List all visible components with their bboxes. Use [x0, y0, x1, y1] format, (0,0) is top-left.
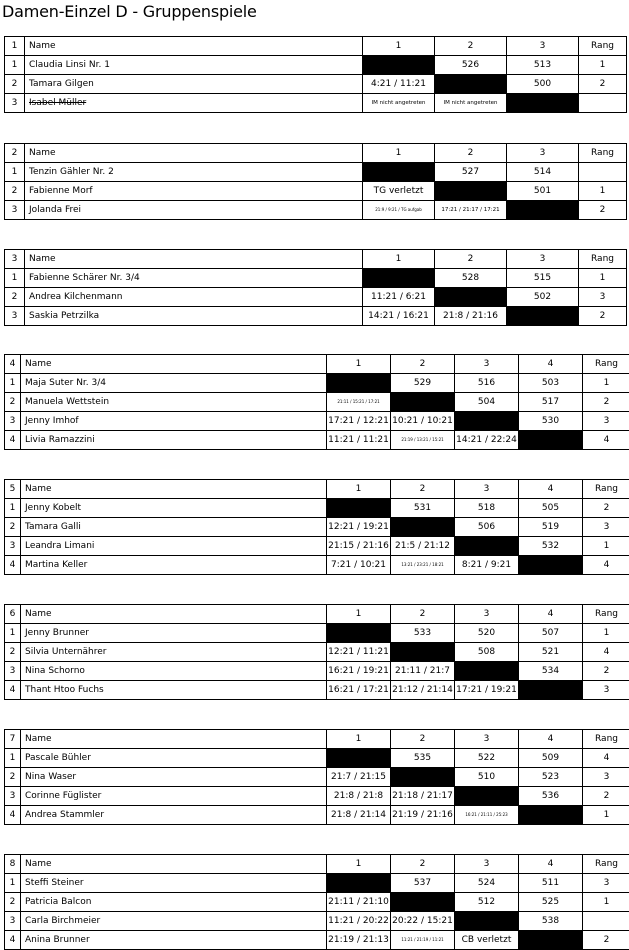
- player-position: 1: [5, 163, 25, 182]
- match-result: 21:9 / 9:21 / TG aufgab: [363, 201, 435, 220]
- column-header: 3: [507, 37, 579, 56]
- header-row: [5, 355, 629, 374]
- match-result: 532: [519, 537, 583, 556]
- player-rank: 3: [579, 288, 627, 307]
- match-result: 501: [507, 182, 579, 201]
- match-result: 513: [507, 56, 579, 75]
- player-rank: 3: [583, 768, 629, 787]
- table-row: [5, 912, 629, 931]
- group-table-6: [4, 604, 629, 700]
- rank-header: Rang: [583, 355, 629, 374]
- group-number: 2: [5, 144, 25, 163]
- player-position: 3: [5, 412, 21, 431]
- player-rank: 1: [579, 269, 627, 288]
- column-header: 1: [327, 355, 391, 374]
- blocked-cell: [363, 163, 435, 182]
- player-position: 3: [5, 912, 21, 931]
- table-row: [5, 393, 629, 412]
- player-rank: 2: [579, 201, 627, 220]
- player-name: Patricia Balcon: [21, 893, 327, 912]
- header-row: [5, 37, 627, 56]
- header-row: [5, 480, 629, 499]
- player-name: Manuela Wettstein: [21, 393, 327, 412]
- match-result: 21:8 / 21:14: [327, 806, 391, 825]
- match-result: 524: [455, 874, 519, 893]
- blocked-cell: [455, 537, 519, 556]
- blocked-cell: [391, 518, 455, 537]
- match-result: 528: [435, 269, 507, 288]
- player-rank: 3: [583, 412, 629, 431]
- player-name: Silvia Unternährer: [21, 643, 327, 662]
- match-result: CB verletzt: [455, 931, 519, 950]
- match-result: 21:8 / 21:8: [327, 787, 391, 806]
- player-name: Thant Htoo Fuchs: [21, 681, 327, 700]
- group-table-1: [4, 36, 627, 113]
- group-number: 3: [5, 250, 25, 269]
- column-header: 3: [507, 144, 579, 163]
- blocked-cell: [363, 269, 435, 288]
- match-result: 537: [391, 874, 455, 893]
- match-result: IM nicht angetreten: [363, 94, 435, 113]
- match-result: 16:21 / 21:11 / 25:23: [455, 806, 519, 825]
- match-result: 21:11 / 21:7: [391, 662, 455, 681]
- blocked-cell: [435, 182, 507, 201]
- player-position: 1: [5, 499, 21, 518]
- column-header: 1: [363, 250, 435, 269]
- blocked-cell: [327, 374, 391, 393]
- rank-header: Rang: [579, 250, 627, 269]
- player-name: Fabienne Schärer Nr. 3/4: [25, 269, 363, 288]
- match-result: 522: [455, 749, 519, 768]
- match-result: 514: [507, 163, 579, 182]
- group-table-3: [4, 249, 627, 326]
- blocked-cell: [435, 288, 507, 307]
- match-result: 17:21 / 21:17 / 17:21: [435, 201, 507, 220]
- blocked-cell: [507, 307, 579, 326]
- match-result: 507: [519, 624, 583, 643]
- player-position: 1: [5, 374, 21, 393]
- match-result: 17:21 / 12:21: [327, 412, 391, 431]
- blocked-cell: [391, 393, 455, 412]
- match-result: 509: [519, 749, 583, 768]
- blocked-cell: [327, 499, 391, 518]
- blocked-cell: [327, 749, 391, 768]
- player-rank: 1: [579, 56, 627, 75]
- table-row: [5, 662, 629, 681]
- match-result: 533: [391, 624, 455, 643]
- match-result: 505: [519, 499, 583, 518]
- header-row: [5, 855, 629, 874]
- blocked-cell: [455, 912, 519, 931]
- table-row: [5, 307, 627, 326]
- match-result: 12:21 / 11:21: [327, 643, 391, 662]
- player-position: 4: [5, 556, 21, 575]
- group-table-2: [4, 143, 627, 220]
- player-name: Jenny Brunner: [21, 624, 327, 643]
- header-row: [5, 144, 627, 163]
- player-rank: 1: [583, 374, 629, 393]
- match-result: 12:21 / 19:21: [327, 518, 391, 537]
- match-result: 21:8 / 21:16: [435, 307, 507, 326]
- blocked-cell: [327, 874, 391, 893]
- player-name: Martina Keller: [21, 556, 327, 575]
- player-rank: 2: [583, 787, 629, 806]
- table-row: [5, 749, 629, 768]
- match-result: 504: [455, 393, 519, 412]
- column-header: 3: [455, 605, 519, 624]
- rank-header: Rang: [583, 855, 629, 874]
- blocked-cell: [435, 75, 507, 94]
- player-name: Carla Birchmeier: [21, 912, 327, 931]
- table-row: [5, 518, 629, 537]
- player-position: 3: [5, 662, 21, 681]
- name-header: Name: [25, 144, 363, 163]
- match-result: 536: [519, 787, 583, 806]
- name-header: Name: [21, 855, 327, 874]
- group-number: 6: [5, 605, 21, 624]
- player-rank: 3: [583, 518, 629, 537]
- match-result: 512: [455, 893, 519, 912]
- match-result: 503: [519, 374, 583, 393]
- player-rank: [579, 163, 627, 182]
- blocked-cell: [455, 662, 519, 681]
- blocked-cell: [391, 893, 455, 912]
- match-result: 21:19 / 13:21 / 15:21: [391, 431, 455, 450]
- table-row: [5, 787, 629, 806]
- player-rank: 3: [583, 681, 629, 700]
- column-header: 4: [519, 605, 583, 624]
- match-result: 21:15 / 21:16: [327, 537, 391, 556]
- match-result: IM nicht angetreten: [435, 94, 507, 113]
- table-row: [5, 182, 627, 201]
- column-header: 1: [363, 144, 435, 163]
- table-row: [5, 931, 629, 950]
- player-rank: 2: [583, 931, 629, 950]
- player-rank: 2: [579, 75, 627, 94]
- match-result: 11:21 / 11:21: [327, 431, 391, 450]
- match-result: 13:21 / 23:21 / 18:21: [391, 556, 455, 575]
- player-position: 3: [5, 94, 25, 113]
- group-table-5: [4, 479, 629, 575]
- name-header: Name: [21, 480, 327, 499]
- player-position: 2: [5, 182, 25, 201]
- match-result: 21:11 / 21:10: [327, 893, 391, 912]
- header-row: [5, 605, 629, 624]
- column-header: 3: [455, 730, 519, 749]
- column-header: 1: [327, 605, 391, 624]
- match-result: 520: [455, 624, 519, 643]
- player-rank: [583, 912, 629, 931]
- player-position: 1: [5, 56, 25, 75]
- player-position: 2: [5, 893, 21, 912]
- player-name: Andrea Kilchenmann: [25, 288, 363, 307]
- table-row: [5, 643, 629, 662]
- column-header: 2: [391, 730, 455, 749]
- column-header: 2: [391, 480, 455, 499]
- match-result: 11:21 / 20:22: [327, 912, 391, 931]
- match-result: 534: [519, 662, 583, 681]
- player-rank: 1: [583, 893, 629, 912]
- rank-header: Rang: [579, 37, 627, 56]
- player-position: 1: [5, 269, 25, 288]
- player-name: Saskia Petrzilka: [25, 307, 363, 326]
- player-rank: 1: [583, 806, 629, 825]
- match-result: 531: [391, 499, 455, 518]
- name-header: Name: [21, 730, 327, 749]
- match-result: 10:21 / 10:21: [391, 412, 455, 431]
- player-rank: 2: [583, 499, 629, 518]
- player-position: 3: [5, 787, 21, 806]
- table-row: [5, 75, 627, 94]
- player-position: 4: [5, 431, 21, 450]
- match-result: 16:21 / 17:21: [327, 681, 391, 700]
- column-header: 1: [327, 855, 391, 874]
- player-position: 4: [5, 931, 21, 950]
- match-result: 508: [455, 643, 519, 662]
- player-name: Corinne Füglister: [21, 787, 327, 806]
- table-row: [5, 269, 627, 288]
- column-header: 1: [327, 480, 391, 499]
- match-result: 511: [519, 874, 583, 893]
- player-name: Jolanda Frei: [25, 201, 363, 220]
- player-position: 3: [5, 537, 21, 556]
- player-rank: 1: [579, 182, 627, 201]
- table-row: [5, 431, 629, 450]
- table-row: [5, 806, 629, 825]
- column-header: 3: [507, 250, 579, 269]
- table-row: [5, 201, 627, 220]
- player-rank: 4: [583, 431, 629, 450]
- group-table-7: [4, 729, 629, 825]
- player-position: 3: [5, 201, 25, 220]
- table-row: [5, 681, 629, 700]
- player-position: 1: [5, 749, 21, 768]
- blocked-cell: [519, 431, 583, 450]
- match-result: 529: [391, 374, 455, 393]
- match-result: 17:21 / 19:21: [455, 681, 519, 700]
- table-row: [5, 163, 627, 182]
- blocked-cell: [391, 643, 455, 662]
- rank-header: Rang: [583, 605, 629, 624]
- group-table-8: [4, 854, 629, 950]
- group-number: 5: [5, 480, 21, 499]
- blocked-cell: [455, 787, 519, 806]
- match-result: 21:5 / 21:12: [391, 537, 455, 556]
- match-result: 7:21 / 10:21: [327, 556, 391, 575]
- player-position: 2: [5, 518, 21, 537]
- blocked-cell: [327, 624, 391, 643]
- column-header: 4: [519, 855, 583, 874]
- match-result: 516: [455, 374, 519, 393]
- match-result: 11:21 / 21:19 / 11:21: [391, 931, 455, 950]
- table-row: [5, 556, 629, 575]
- column-header: 2: [435, 250, 507, 269]
- column-header: 2: [391, 855, 455, 874]
- player-name: Jenny Kobelt: [21, 499, 327, 518]
- player-rank: 4: [583, 556, 629, 575]
- player-position: 1: [5, 624, 21, 643]
- column-header: 2: [435, 37, 507, 56]
- match-result: 510: [455, 768, 519, 787]
- match-result: 502: [507, 288, 579, 307]
- match-result: 521: [519, 643, 583, 662]
- match-result: 535: [391, 749, 455, 768]
- match-result: 538: [519, 912, 583, 931]
- column-header: 1: [327, 730, 391, 749]
- blocked-cell: [363, 56, 435, 75]
- name-header: Name: [25, 37, 363, 56]
- column-header: 3: [455, 355, 519, 374]
- match-result: 8:21 / 9:21: [455, 556, 519, 575]
- match-result: 16:21 / 19:21: [327, 662, 391, 681]
- match-result: 11:21 / 6:21: [363, 288, 435, 307]
- group-number: 4: [5, 355, 21, 374]
- player-name: Nina Waser: [21, 768, 327, 787]
- player-name: Leandra Limani: [21, 537, 327, 556]
- player-name: Pascale Bühler: [21, 749, 327, 768]
- column-header: 1: [363, 37, 435, 56]
- player-rank: 3: [583, 874, 629, 893]
- header-row: [5, 250, 627, 269]
- group-number: 8: [5, 855, 21, 874]
- player-name: Fabienne Morf: [25, 182, 363, 201]
- player-rank: 4: [583, 749, 629, 768]
- column-header: 2: [391, 355, 455, 374]
- table-row: [5, 499, 629, 518]
- player-name: Claudia Linsi Nr. 1: [25, 56, 363, 75]
- player-name: Anina Brunner: [21, 931, 327, 950]
- column-header: 2: [391, 605, 455, 624]
- rank-header: Rang: [583, 730, 629, 749]
- player-position: 1: [5, 874, 21, 893]
- match-result: TG verletzt: [363, 182, 435, 201]
- table-row: [5, 768, 629, 787]
- match-result: 515: [507, 269, 579, 288]
- player-rank: 2: [579, 307, 627, 326]
- column-header: 4: [519, 355, 583, 374]
- group-number: 7: [5, 730, 21, 749]
- table-row: [5, 56, 627, 75]
- player-name: Isabel Müller: [25, 94, 363, 113]
- player-rank: 1: [583, 537, 629, 556]
- match-result: 21:18 / 21:17: [391, 787, 455, 806]
- blocked-cell: [519, 556, 583, 575]
- match-result: 21:19 / 21:16: [391, 806, 455, 825]
- blocked-cell: [507, 94, 579, 113]
- column-header: 4: [519, 480, 583, 499]
- table-row: [5, 374, 629, 393]
- match-result: 14:21 / 22:24: [455, 431, 519, 450]
- blocked-cell: [391, 768, 455, 787]
- player-position: 3: [5, 307, 25, 326]
- name-header: Name: [21, 355, 327, 374]
- table-row: [5, 874, 629, 893]
- player-rank: 2: [583, 662, 629, 681]
- player-rank: 1: [583, 624, 629, 643]
- match-result: 14:21 / 16:21: [363, 307, 435, 326]
- blocked-cell: [519, 931, 583, 950]
- table-row: [5, 537, 629, 556]
- player-position: 2: [5, 75, 25, 94]
- match-result: 21:12 / 21:14: [391, 681, 455, 700]
- name-header: Name: [25, 250, 363, 269]
- match-result: 4:21 / 11:21: [363, 75, 435, 94]
- player-name: Maja Suter Nr. 3/4: [21, 374, 327, 393]
- match-result: 500: [507, 75, 579, 94]
- table-row: [5, 288, 627, 307]
- match-result: 530: [519, 412, 583, 431]
- blocked-cell: [519, 681, 583, 700]
- match-result: 21:11 / 15:21 / 17:21: [327, 393, 391, 412]
- match-result: 506: [455, 518, 519, 537]
- header-row: [5, 730, 629, 749]
- rank-header: Rang: [579, 144, 627, 163]
- match-result: 20:22 / 15:21: [391, 912, 455, 931]
- column-header: 3: [455, 855, 519, 874]
- column-header: 4: [519, 730, 583, 749]
- player-name: Jenny Imhof: [21, 412, 327, 431]
- match-result: 21:19 / 21:13: [327, 931, 391, 950]
- blocked-cell: [455, 412, 519, 431]
- table-row: [5, 94, 627, 113]
- match-result: 523: [519, 768, 583, 787]
- blocked-cell: [507, 201, 579, 220]
- player-name: Tamara Gilgen: [25, 75, 363, 94]
- name-header: Name: [21, 605, 327, 624]
- player-rank: [579, 94, 627, 113]
- player-position: 2: [5, 643, 21, 662]
- column-header: 2: [435, 144, 507, 163]
- page-title: Damen-Einzel D - Gruppenspiele: [2, 2, 257, 21]
- rank-header: Rang: [583, 480, 629, 499]
- player-rank: 4: [583, 643, 629, 662]
- player-position: 4: [5, 806, 21, 825]
- player-name: Nina Schorno: [21, 662, 327, 681]
- match-result: 21:7 / 21:15: [327, 768, 391, 787]
- table-row: [5, 412, 629, 431]
- match-result: 519: [519, 518, 583, 537]
- group-table-4: [4, 354, 629, 450]
- player-position: 4: [5, 681, 21, 700]
- blocked-cell: [519, 806, 583, 825]
- match-result: 518: [455, 499, 519, 518]
- player-name: Tenzin Gähler Nr. 2: [25, 163, 363, 182]
- match-result: 525: [519, 893, 583, 912]
- match-result: 526: [435, 56, 507, 75]
- match-result: 527: [435, 163, 507, 182]
- player-name: Andrea Stammler: [21, 806, 327, 825]
- group-number: 1: [5, 37, 25, 56]
- column-header: 3: [455, 480, 519, 499]
- player-position: 2: [5, 768, 21, 787]
- player-rank: 2: [583, 393, 629, 412]
- player-position: 2: [5, 288, 25, 307]
- table-row: [5, 893, 629, 912]
- player-position: 2: [5, 393, 21, 412]
- table-row: [5, 624, 629, 643]
- player-name: Livia Ramazzini: [21, 431, 327, 450]
- match-result: 517: [519, 393, 583, 412]
- player-name: Steffi Steiner: [21, 874, 327, 893]
- player-name: Tamara Galli: [21, 518, 327, 537]
